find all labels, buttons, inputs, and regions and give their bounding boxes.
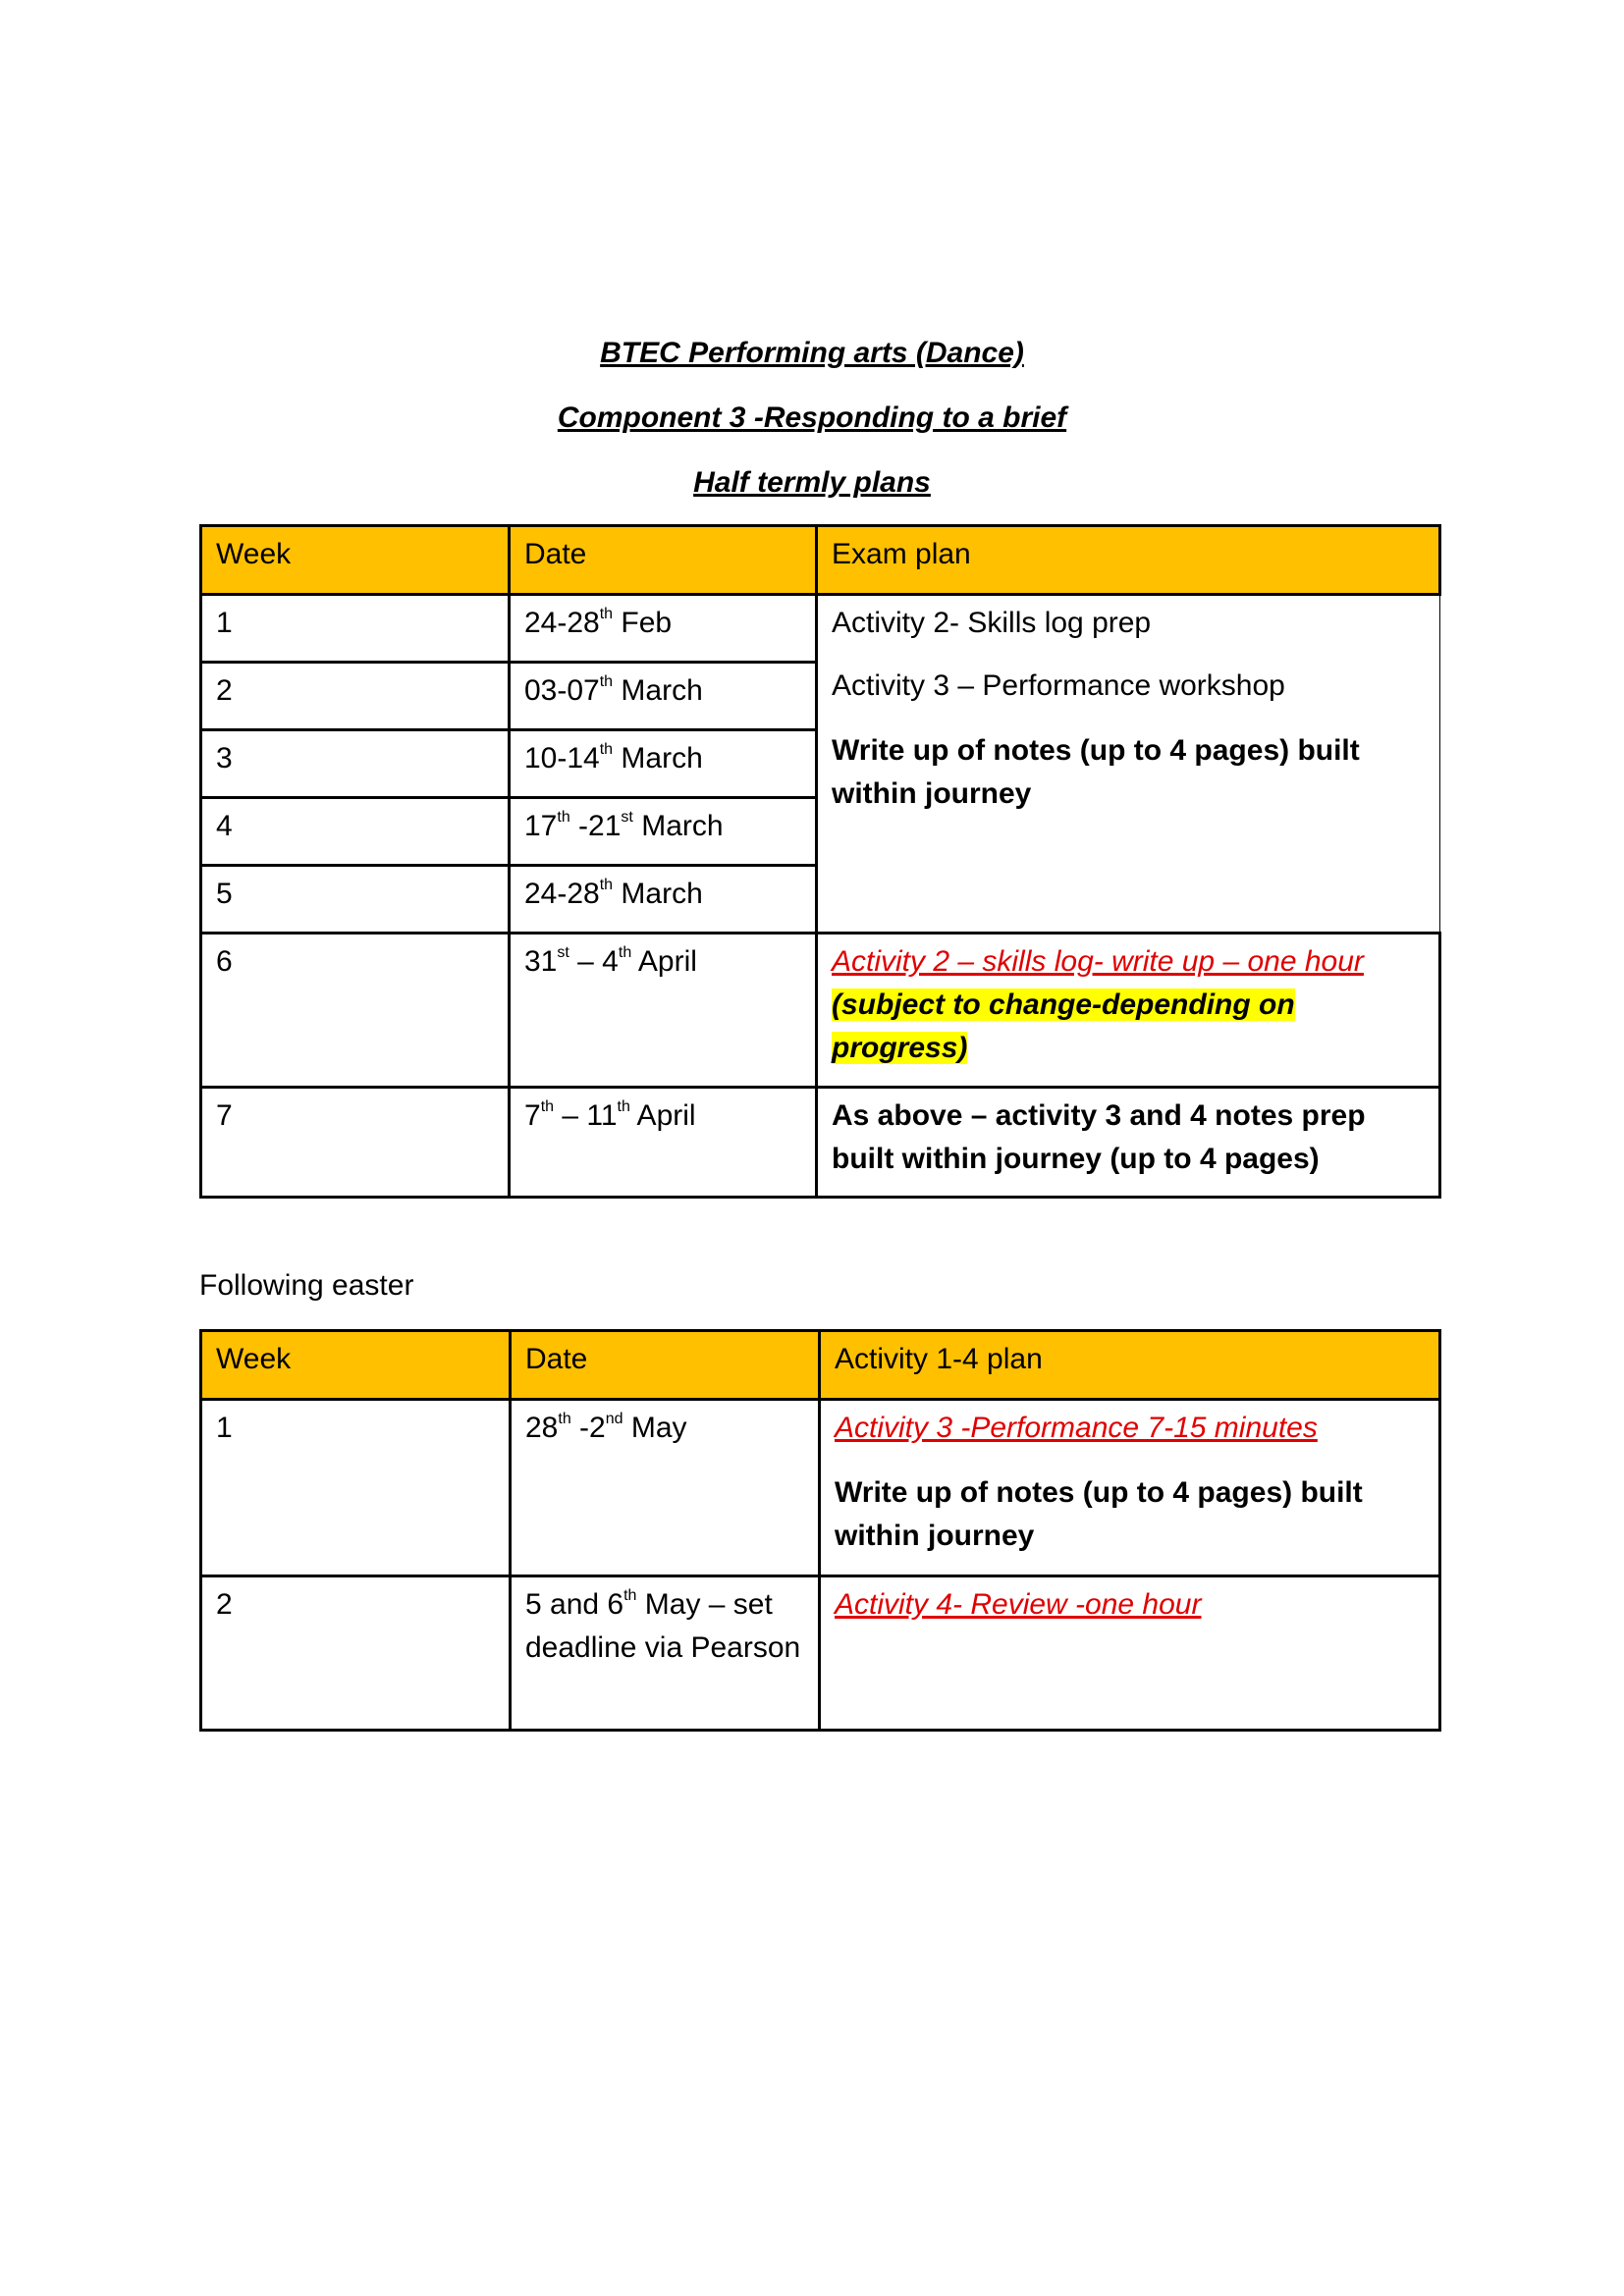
date-cell: 31st – 4th April xyxy=(510,934,817,1088)
plan-week-7-cell: As above – activity 3 and 4 notes prep built within journey (up to 4 pages) xyxy=(817,1088,1440,1198)
plan-line: Activity 2- Skills log prep xyxy=(832,607,1152,639)
plan-cell xyxy=(820,1400,1440,1576)
following-easter-label: Following easter xyxy=(199,1269,414,1302)
plans-subtitle: Half termly plans xyxy=(693,466,931,499)
after-easter-table xyxy=(199,1329,1441,1732)
week-cell: 2 xyxy=(201,1576,511,1731)
date-cell: 24-28th Feb xyxy=(510,595,817,663)
plan-red-text: Activity 4- Review -one hour xyxy=(835,1588,1202,1621)
table-row xyxy=(201,1088,1440,1198)
header-week: Week xyxy=(201,526,510,595)
document-title: BTEC Performing arts (Dance) xyxy=(600,337,1024,369)
date-cell: 24-28th March xyxy=(510,866,817,934)
table-row xyxy=(201,1576,1440,1731)
header-week: Week xyxy=(201,1331,511,1400)
date-cell: 5 and 6th May – set deadline via Pearson xyxy=(511,1576,820,1731)
table-row xyxy=(201,1400,1440,1576)
header-exam-plan: Exam plan xyxy=(817,526,1440,595)
half-term-table xyxy=(199,524,1441,1199)
date-cell: 7th – 11th April xyxy=(510,1088,817,1198)
plan-week-6-cell xyxy=(817,934,1440,1088)
week-cell: 1 xyxy=(201,1400,511,1576)
table-header-row xyxy=(201,1331,1440,1400)
plan-red-text: Activity 2 – skills log- write up – one hour xyxy=(832,945,1364,978)
plan-cell xyxy=(820,1576,1440,1731)
table-header-row xyxy=(201,526,1440,595)
week-cell: 5 xyxy=(201,866,510,934)
component-subtitle: Component 3 -Responding to a brief xyxy=(557,401,1067,434)
week-cell: 3 xyxy=(201,730,510,798)
week-cell: 6 xyxy=(201,934,510,1088)
table-row xyxy=(201,595,1440,663)
date-cell: 03-07th March xyxy=(510,663,817,730)
plan-red-text: Activity 3 -Performance 7-15 minutes xyxy=(835,1412,1318,1444)
date-cell: 10-14th March xyxy=(510,730,817,798)
date-cell: 28th -2nd May xyxy=(511,1400,820,1576)
header-date: Date xyxy=(510,526,817,595)
date-cell: 17th -21st March xyxy=(510,798,817,866)
plan-weeks-1-5-cell xyxy=(817,595,1440,934)
header-date: Date xyxy=(511,1331,820,1400)
week-cell: 4 xyxy=(201,798,510,866)
table-row xyxy=(201,934,1440,1088)
plan-notes-bold: Write up of notes (up to 4 pages) built within journey xyxy=(832,734,1360,810)
week-cell: 2 xyxy=(201,663,510,730)
header-activity-plan: Activity 1-4 plan xyxy=(820,1331,1440,1400)
week-cell: 1 xyxy=(201,595,510,663)
plan-line: Activity 3 – Performance workshop xyxy=(832,669,1285,702)
plan-notes-bold: Write up of notes (up to 4 pages) built within journey xyxy=(835,1476,1363,1552)
week-cell: 7 xyxy=(201,1088,510,1198)
plan-highlight-text: (subject to change-depending on progress) xyxy=(832,988,1295,1064)
